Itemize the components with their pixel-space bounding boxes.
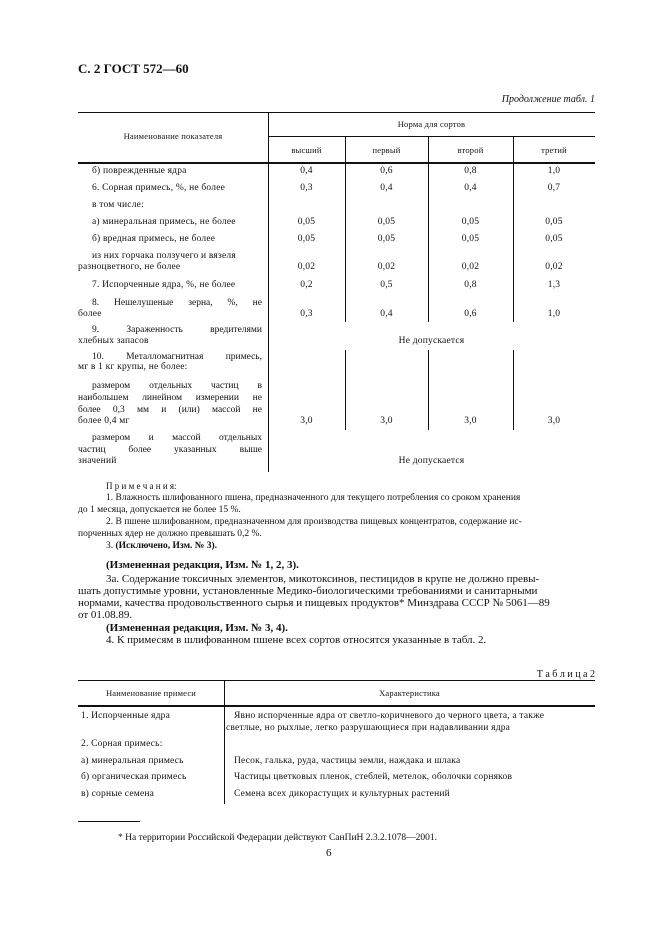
cell-value: 0,5 bbox=[380, 280, 393, 290]
cell-value: 0,2 bbox=[300, 280, 313, 290]
row-label: 6. Сорная примесь, %, не более bbox=[92, 183, 226, 193]
cell-value: 0,3 bbox=[300, 309, 313, 319]
cell-value: 0,4 bbox=[380, 183, 393, 193]
cell-value: 0,05 bbox=[377, 217, 396, 227]
cell-value: 0,02 bbox=[377, 262, 396, 272]
note-3-number: 3. bbox=[106, 541, 114, 551]
cell-value: 1,0 bbox=[547, 309, 561, 319]
cell-value: 0,05 bbox=[461, 217, 480, 227]
impurity-characteristic: Явно испорченные ядра от светло-коричневого до черного цвета, а также bbox=[234, 711, 545, 721]
row-label: 8. Нешелушеные зерна, %, не bbox=[92, 298, 262, 308]
cell-value: 1,3 bbox=[547, 280, 561, 290]
column-header-indicator: Наименование показателя bbox=[123, 131, 223, 141]
row-label: 10. Металломагнитная примесь, bbox=[92, 352, 262, 362]
cell-value: 3,0 bbox=[380, 416, 393, 426]
cell-value: 0,02 bbox=[545, 262, 563, 272]
column-header-grade: третий bbox=[541, 145, 567, 155]
cell-value: 0,05 bbox=[297, 234, 316, 244]
impurity-characteristic: Семена всех дикорастущих и культурных растений bbox=[234, 789, 450, 799]
impurity-name: б) органическая примесь bbox=[81, 772, 187, 782]
note-2-cont: порченных ядер не должно превышать 0,2 %. bbox=[78, 529, 262, 539]
row-label: частиц более указанных выше bbox=[78, 445, 262, 455]
page-number: 6 bbox=[326, 847, 332, 859]
row-label: более 0,3 мм и (или) массой не bbox=[78, 405, 262, 415]
paragraph-3a: шать допустимые уровни, установленные Медико-биологическими требованиями и санитарными bbox=[78, 585, 538, 597]
cell-value: 0,4 bbox=[300, 166, 313, 176]
cell-value: 0,4 bbox=[464, 183, 477, 193]
row-label: размером отдельных частиц в bbox=[92, 381, 262, 391]
revision-note: (Измененная редакция, Изм. № 3, 4). bbox=[106, 622, 288, 634]
row-label: более 0,4 мг bbox=[78, 416, 130, 426]
row-label: б) поврежденные ядра bbox=[92, 166, 187, 176]
impurity-name: а) минеральная примесь bbox=[81, 756, 184, 766]
merged-value: Не допускается bbox=[398, 456, 465, 466]
row-label: в том числе: bbox=[92, 200, 144, 210]
impurity-characteristic: светлые, но рыхлые, легко разрушающиеся при надавливании ядра bbox=[226, 723, 511, 733]
row-label: а) минеральная примесь, не более bbox=[92, 217, 236, 227]
impurity-name: в) сорные семена bbox=[81, 789, 155, 799]
cell-value: 0,3 bbox=[300, 183, 313, 193]
paragraph-4: 4. К примесям в шлифованном пшене всех сортов относятся указанные в табл. 2. bbox=[106, 634, 487, 646]
notes-title: П р и м е ч а н и я: bbox=[106, 481, 177, 491]
footnote-divider bbox=[78, 821, 140, 822]
cell-value: 3,0 bbox=[547, 416, 561, 426]
note-1-cont: до 1 месяца, допускается не более 15 %. bbox=[78, 505, 241, 515]
note-2: 2. В пшене шлифованном, предназначенном для производства пищевых концентратов, содержание ис- bbox=[106, 517, 522, 527]
row-label: более bbox=[78, 309, 102, 319]
row-label: б) вредная примесь, не более bbox=[92, 234, 216, 244]
paragraph-3a: 3а. Содержание токсичных элементов, микотоксинов, пестицидов в крупе не должно превы- bbox=[106, 573, 540, 585]
row-label: хлебных запасов bbox=[78, 336, 149, 346]
row-label: значений bbox=[78, 456, 117, 466]
column-header-grade: высший bbox=[291, 145, 322, 155]
revision-note: (Измененная редакция, Изм. № 1, 2, 3). bbox=[106, 559, 299, 571]
row-label: наибольшем линейном измерении не bbox=[78, 393, 262, 403]
impurity-characteristic: Частицы цветковых пленок, стеблей, метелок, оболочки сорняков bbox=[234, 772, 513, 782]
cell-value: 0,05 bbox=[545, 234, 563, 244]
row-label: 9. Зараженность вредителями bbox=[92, 325, 262, 335]
impurity-characteristic: Песок, галька, руда, частицы земли, наждака и шлака bbox=[234, 756, 461, 766]
impurity-name: 2. Сорная примесь: bbox=[81, 739, 163, 749]
note-1: 1. Влажность шлифованного пшена, предназначенного для текущего потребления со сроком хранения bbox=[106, 493, 521, 503]
cell-value: 1,0 bbox=[547, 166, 561, 176]
merged-value: Не допускается bbox=[398, 336, 465, 346]
paragraph-3a: нормами, качества продовольственного сырья и пищевых продуктов* Минздрава СССР № 5061—89 bbox=[78, 597, 550, 609]
column-header-grade: второй bbox=[457, 145, 484, 155]
column-header-grade-group: Норма для сортов bbox=[397, 119, 466, 129]
table-caption: Т а б л и ц а 2 bbox=[536, 669, 595, 680]
column-header-grade: первый bbox=[372, 145, 401, 155]
column-header-characteristic: Характеристика bbox=[379, 688, 440, 698]
cell-value: 3,0 bbox=[464, 416, 477, 426]
row-label: разноцветного, не более bbox=[78, 262, 181, 272]
cell-value: 0,05 bbox=[297, 217, 316, 227]
row-label: размером и массой отдельных bbox=[92, 433, 262, 443]
cell-value: 0,8 bbox=[464, 166, 477, 176]
cell-value: 0,6 bbox=[464, 309, 477, 319]
cell-value: 0,6 bbox=[380, 166, 393, 176]
table-continuation-label: Продолжение табл. 1 bbox=[501, 94, 595, 105]
cell-value: 0,4 bbox=[380, 309, 393, 319]
note-3 bbox=[106, 541, 217, 551]
cell-value: 0,7 bbox=[547, 183, 561, 193]
row-label: 7. Испорченные ядра, %, не более bbox=[92, 280, 236, 290]
impurity-name: 1. Испорченные ядра bbox=[81, 711, 171, 721]
column-header-impurity: Наименование примеси bbox=[105, 688, 197, 698]
paragraph-3a: от 01.08.89. bbox=[78, 609, 133, 621]
cell-value: 0,05 bbox=[461, 234, 480, 244]
note-3-text: (Исключено, Изм. № 3). bbox=[115, 541, 218, 551]
row-label: из них горчака ползучего и вязеля bbox=[92, 251, 236, 261]
cell-value: 3,0 bbox=[300, 416, 313, 426]
footnote: * На территории Российской Федерации действуют СанПиН 2.3.2.1078—2001. bbox=[118, 833, 438, 843]
cell-value: 0,02 bbox=[297, 262, 316, 272]
cell-value: 0,8 bbox=[464, 280, 477, 290]
cell-value: 0,05 bbox=[545, 217, 563, 227]
cell-value: 0,02 bbox=[461, 262, 480, 272]
cell-value: 0,05 bbox=[377, 234, 396, 244]
row-label: мг в 1 кг крупы, не более: bbox=[78, 362, 188, 372]
page-header: С. 2 ГОСТ 572—60 bbox=[78, 61, 189, 76]
